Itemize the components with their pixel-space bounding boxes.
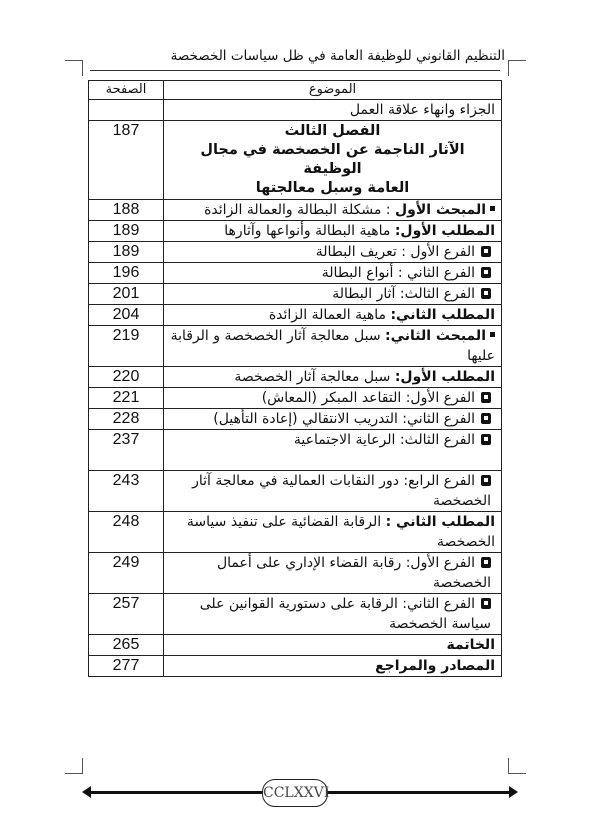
entry-text: الرقابة القضائية على تنفيذ سياسة الخصخصة bbox=[186, 514, 495, 550]
entry-text: سبل معالجة آثار الخصخصة و الرقابة عليها bbox=[170, 328, 495, 364]
crop-mark-top-left-v bbox=[82, 60, 83, 76]
entry-text: الفرع الأول : تعريف البطالة bbox=[315, 244, 475, 260]
table-row bbox=[89, 656, 502, 677]
entry-label: الخاتمة bbox=[446, 637, 495, 653]
page-number: 228 bbox=[89, 409, 164, 430]
book-bullet-icon bbox=[481, 475, 491, 486]
table-row bbox=[89, 594, 502, 635]
page-number: 196 bbox=[89, 263, 164, 284]
page-number: 189 bbox=[89, 221, 164, 242]
entry-label: المطلب الثاني : bbox=[385, 514, 495, 530]
book-bullet-icon bbox=[481, 246, 491, 257]
entry-text: الفرع الثالث: الرعاية الاجتماعية bbox=[293, 432, 475, 448]
table-row-chapter bbox=[89, 121, 502, 200]
book-bullet-icon bbox=[481, 434, 491, 445]
page-number: 248 bbox=[89, 512, 164, 553]
page-number: 188 bbox=[89, 200, 164, 221]
toc-entry bbox=[164, 471, 502, 512]
table-row bbox=[89, 367, 502, 388]
table-row bbox=[89, 100, 502, 121]
book-bullet-icon bbox=[481, 413, 491, 424]
header-rule bbox=[90, 70, 500, 71]
entry-text: الفرع الرابع: دور النقابات العمالية في معالجة آثار الخصخصة bbox=[192, 473, 491, 509]
page-number: 243 bbox=[89, 471, 164, 512]
entry-text: الفرع الثاني : أنواع البطالة bbox=[321, 265, 475, 281]
entry-label: المبحث الأول bbox=[394, 202, 486, 218]
bullet-square-icon bbox=[490, 206, 495, 211]
table-row bbox=[89, 305, 502, 326]
page-number: 187 bbox=[89, 121, 164, 200]
toc-entry bbox=[164, 656, 502, 677]
crop-mark-bottom-right-h bbox=[508, 773, 526, 774]
table-row bbox=[89, 263, 502, 284]
page-number: 220 bbox=[89, 367, 164, 388]
entry-text: الفرع الأول: رقابة القضاء الإداري على أعمال الخصخصة bbox=[216, 555, 491, 591]
toc-entry bbox=[164, 553, 502, 594]
page-number: 221 bbox=[89, 388, 164, 409]
chapter-heading bbox=[164, 121, 502, 200]
toc-entry bbox=[164, 221, 502, 242]
entry-label: المبحث الثاني: bbox=[385, 328, 486, 344]
toc-entry bbox=[164, 200, 502, 221]
page-number: 204 bbox=[89, 305, 164, 326]
table-row bbox=[89, 221, 502, 242]
empty-page-cell bbox=[89, 100, 164, 121]
toc-entry bbox=[164, 326, 502, 367]
toc-entry bbox=[164, 388, 502, 409]
page-number: 257 bbox=[89, 594, 164, 635]
chapter-title: الفصل الثالث bbox=[284, 123, 381, 139]
page-number: 277 bbox=[89, 656, 164, 677]
page-number: 237 bbox=[89, 430, 164, 471]
book-bullet-icon bbox=[481, 557, 491, 568]
entry-text: الفرع الثاني: التدريب الانتقالي (إعادة التأهيل) bbox=[213, 411, 475, 427]
toc-entry bbox=[164, 305, 502, 326]
book-bullet-icon bbox=[481, 598, 491, 609]
footer-rule-left bbox=[90, 791, 264, 794]
book-bullet-icon bbox=[481, 392, 491, 403]
entry-label: المطلب الثاني: bbox=[390, 307, 495, 323]
crop-mark-top-right-v bbox=[508, 60, 509, 76]
toc-entry bbox=[164, 512, 502, 553]
crop-mark-bottom-right bbox=[508, 758, 509, 774]
entry-text: : مشكلة البطالة والعمالة الزائدة bbox=[204, 202, 395, 218]
chapter-subtitle-line2: العامة وسبل معالجتها bbox=[255, 180, 410, 196]
book-bullet-icon bbox=[481, 267, 491, 278]
page-number: 219 bbox=[89, 326, 164, 367]
bullet-square-icon bbox=[490, 332, 495, 337]
table-row bbox=[89, 200, 502, 221]
crop-mark-top-right bbox=[508, 60, 526, 61]
entry-label: المطلب الأول: bbox=[394, 369, 495, 385]
entry-text: ماهية البطالة وأنواعها وآثارها bbox=[224, 223, 395, 239]
table-row bbox=[89, 326, 502, 367]
table-row bbox=[89, 635, 502, 656]
footer-rule-right bbox=[326, 791, 510, 794]
chapter-subtitle-line1: الآثار الناجمة عن الخصخصة في مجال الوظيفة bbox=[200, 142, 465, 177]
table-row bbox=[89, 388, 502, 409]
toc-entry bbox=[164, 409, 502, 430]
toc-entry bbox=[164, 263, 502, 284]
entry-text: ماهية العمالة الزائدة bbox=[268, 307, 391, 323]
page-number: 201 bbox=[89, 284, 164, 305]
entry-text: الفرع الثاني: الرقابة على دستورية القوانين على سياسة الخصخصة bbox=[199, 596, 491, 632]
entry-text: الفرع الأول: التقاعد المبكر (المعاش) bbox=[261, 390, 475, 406]
table-header-row bbox=[89, 81, 502, 100]
table-row bbox=[89, 512, 502, 553]
page-number: 189 bbox=[89, 242, 164, 263]
table-row bbox=[89, 409, 502, 430]
table-of-contents bbox=[88, 80, 502, 677]
crop-mark-top-left bbox=[65, 60, 83, 61]
table-row bbox=[89, 471, 502, 512]
crop-mark-bottom-left bbox=[82, 758, 83, 774]
toc-entry bbox=[164, 635, 502, 656]
column-header-page: الصفحة bbox=[89, 81, 164, 100]
book-bullet-icon bbox=[481, 288, 491, 299]
table-row bbox=[89, 284, 502, 305]
entry-label: المطلب الأول: bbox=[394, 223, 495, 239]
arrow-left-icon bbox=[82, 786, 91, 798]
toc-entry bbox=[164, 242, 502, 263]
entry-text: الفرع الثالث: آثار البطالة bbox=[332, 286, 475, 302]
toc-entry bbox=[164, 284, 502, 305]
column-header-topic: الموضوع bbox=[164, 81, 502, 100]
arrow-right-icon bbox=[509, 786, 518, 798]
table-row bbox=[89, 430, 502, 471]
toc-entry bbox=[164, 367, 502, 388]
crop-mark-bottom-left-h bbox=[65, 773, 83, 774]
page-number-badge: CCLXXVI bbox=[262, 779, 328, 807]
toc-entry bbox=[164, 430, 502, 471]
section-title: الجزاء وانهاء علاقة العمل bbox=[164, 100, 502, 121]
page-number: 249 bbox=[89, 553, 164, 594]
entry-text: سبل معالجة آثار الخصخصة bbox=[234, 369, 395, 385]
table-row bbox=[89, 553, 502, 594]
running-header: التنظيم القانوني للوظيفة العامة في ظل سياسات الخصخصة bbox=[170, 48, 505, 64]
entry-label: المصادر والمراجع bbox=[375, 658, 495, 674]
table-row bbox=[89, 242, 502, 263]
toc-entry bbox=[164, 594, 502, 635]
page-number: 265 bbox=[89, 635, 164, 656]
